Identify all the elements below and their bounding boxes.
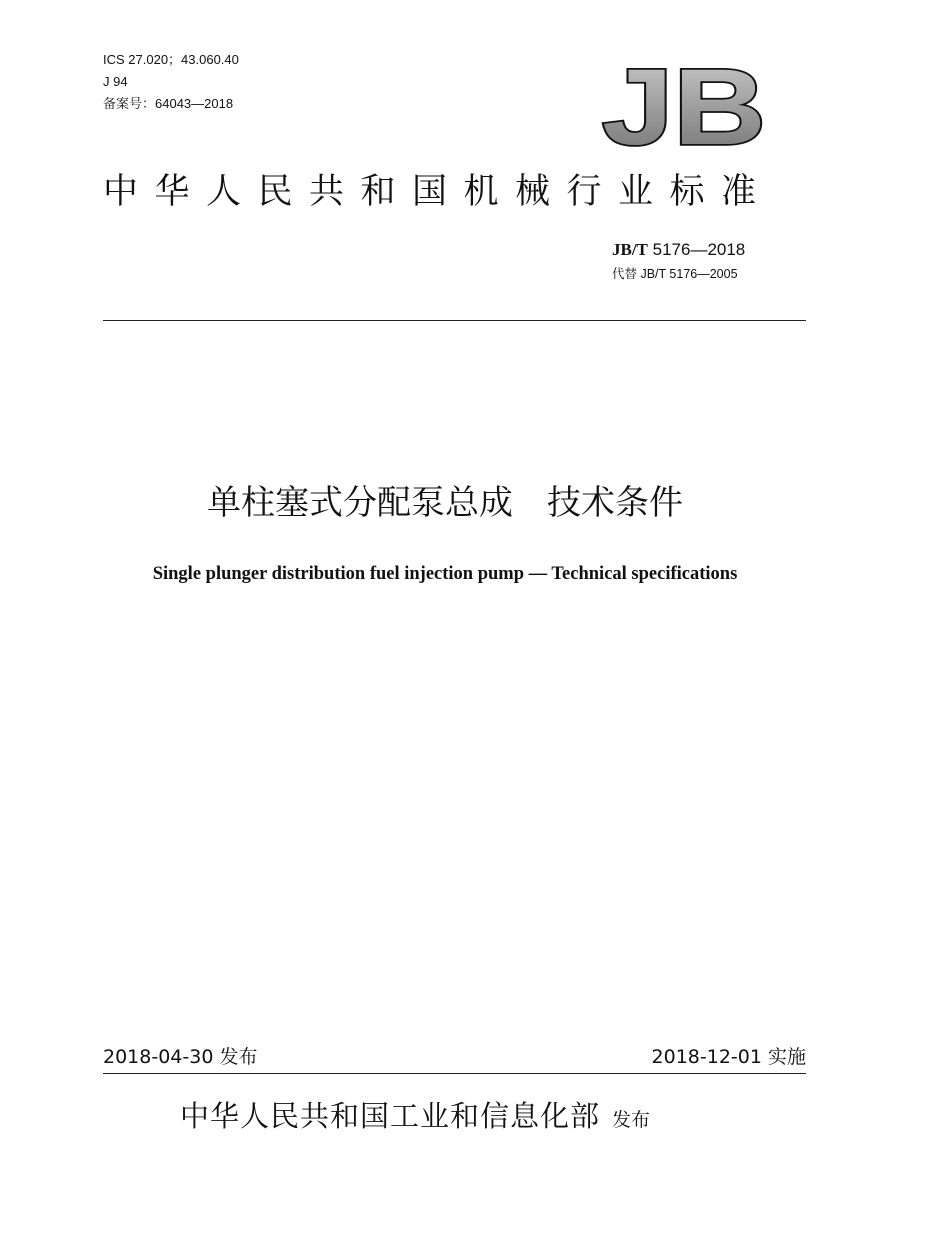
issuer-name: 中华人民共和国工业和信息化部 [180, 1099, 601, 1133]
standard-number [612, 240, 745, 260]
filing-number: 备案号：64043—2018 [103, 96, 234, 111]
title-english: Single plunger distribution fuel injection pump — Technical specifications [152, 564, 738, 584]
replaces-standard: 代替 JB/T 5176—2005 [612, 267, 738, 281]
issuer [180, 1097, 650, 1139]
standard-number-suffix: 5176—2018 [647, 240, 746, 259]
ccs-code: J 94 [103, 74, 128, 89]
ics-code: ICS 27.020；43.060.40 [103, 52, 239, 67]
standard-number-prefix: JB/T [612, 240, 648, 259]
jb-logo [600, 56, 770, 156]
issuer-action: 发布 [612, 1109, 651, 1131]
agency-title: 中华人民共和国机械行业标准 [103, 172, 773, 212]
jb-logo-text: JB [602, 56, 766, 156]
footer-divider [103, 1073, 806, 1074]
issue-date: 2018-04-30 发布 [103, 1046, 258, 1068]
implementation-date: 2018-12-01 实施 [651, 1046, 806, 1068]
title-chinese: 单柱塞式分配泵总成 技术条件 [207, 483, 683, 523]
header-divider [103, 320, 806, 321]
